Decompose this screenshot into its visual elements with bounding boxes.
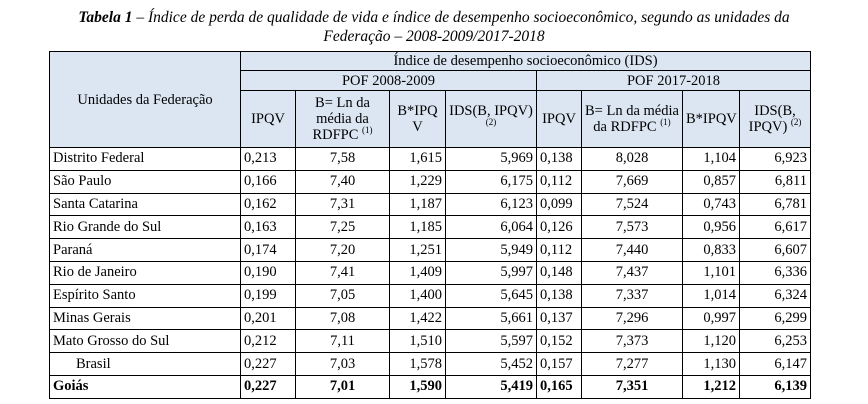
table-row <box>50 307 811 330</box>
col-ids-label: IDS(B, IPQV) <box>748 103 796 135</box>
value-cell: 0,162 <box>241 193 296 216</box>
value-cell: 7,524 <box>582 193 683 216</box>
unit-name-cell: Espírito Santo <box>50 284 241 307</box>
value-cell: 7,440 <box>582 239 683 262</box>
unit-name-cell: Rio de Janeiro <box>50 261 241 284</box>
col-ids-note: (2) <box>485 117 497 128</box>
value-cell: 7,437 <box>582 261 683 284</box>
col-ids-label: IDS(B, IPQV) <box>449 103 533 119</box>
value-cell: 7,05 <box>296 284 390 307</box>
value-cell: 1,104 <box>683 148 740 171</box>
value-cell: 5,645 <box>446 284 537 307</box>
value-cell: 0,857 <box>683 170 740 193</box>
value-cell: 8,028 <box>582 148 683 171</box>
value-cell: 6,064 <box>446 216 537 239</box>
value-cell: 0,138 <box>537 284 582 307</box>
period-2008-header: POF 2008-2009 <box>241 71 537 91</box>
value-cell: 1,615 <box>390 148 446 171</box>
value-cell: 7,337 <box>582 284 683 307</box>
value-cell: 7,296 <box>582 307 683 330</box>
value-cell: 1,400 <box>390 284 446 307</box>
value-cell: 0,201 <box>241 307 296 330</box>
value-cell: 0,163 <box>241 216 296 239</box>
value-cell: 5,597 <box>446 330 537 353</box>
value-cell: 6,617 <box>740 216 811 239</box>
value-cell: 0,212 <box>241 330 296 353</box>
col-bxipqv-2017: B*IPQV <box>683 91 740 148</box>
col-ipqv-2017: IPQV <box>537 91 582 148</box>
unit-name-cell: São Paulo <box>50 170 241 193</box>
value-cell: 6,299 <box>740 307 811 330</box>
value-cell: 0,833 <box>683 239 740 262</box>
col-ipqv-2008: IPQV <box>241 91 296 148</box>
value-cell: 1,101 <box>683 261 740 284</box>
table-row <box>50 170 811 193</box>
caption-lead: Tabela 1 <box>78 9 133 26</box>
table-row <box>50 239 811 262</box>
value-cell: 6,139 <box>740 375 811 398</box>
value-cell: 1,422 <box>390 307 446 330</box>
value-cell: 0,138 <box>537 148 582 171</box>
table-row <box>50 284 811 307</box>
value-cell: 1,251 <box>390 239 446 262</box>
col-ids-2008 <box>446 91 537 148</box>
value-cell: 7,08 <box>296 307 390 330</box>
value-cell: 0,190 <box>241 261 296 284</box>
ids-group-header: Índice de desempenho socioeconômico (IDS) <box>241 52 811 71</box>
value-cell: 1,590 <box>390 375 446 398</box>
table-row <box>50 193 811 216</box>
unit-name-cell: Distrito Federal <box>50 148 241 171</box>
value-cell: 0,997 <box>683 307 740 330</box>
value-cell: 0,112 <box>537 170 582 193</box>
value-cell: 1,578 <box>390 353 446 376</box>
caption-line-1 <box>0 8 868 27</box>
value-cell: 0,166 <box>241 170 296 193</box>
unit-name-cell: Rio Grande do Sul <box>50 216 241 239</box>
value-cell: 6,336 <box>740 261 811 284</box>
col-b-2008 <box>296 91 390 148</box>
value-cell: 6,123 <box>446 193 537 216</box>
col-bxipqv-2008: B*IPQV <box>390 91 446 148</box>
value-cell: 0,137 <box>537 307 582 330</box>
value-cell: 1,120 <box>683 330 740 353</box>
value-cell: 5,969 <box>446 148 537 171</box>
unit-name-cell: Goiás <box>50 375 241 398</box>
table-caption <box>0 8 868 46</box>
value-cell: 1,130 <box>683 353 740 376</box>
value-cell: 1,212 <box>683 375 740 398</box>
value-cell: 0,152 <box>537 330 582 353</box>
table-body <box>50 148 811 399</box>
value-cell: 6,811 <box>740 170 811 193</box>
value-cell: 5,661 <box>446 307 537 330</box>
value-cell: 7,41 <box>296 261 390 284</box>
value-cell: 0,956 <box>683 216 740 239</box>
value-cell: 0,213 <box>241 148 296 171</box>
value-cell: 7,31 <box>296 193 390 216</box>
unit-name-cell: Minas Gerais <box>50 307 241 330</box>
table-row <box>50 353 811 376</box>
value-cell: 0,099 <box>537 193 582 216</box>
period-2017-header: POF 2017-2018 <box>537 71 811 91</box>
value-cell: 5,997 <box>446 261 537 284</box>
caption-text: – Índice de perda de qualidade de vida e índice de desempenho socioeconômico, segundo as unidades da <box>132 9 790 26</box>
value-cell: 7,573 <box>582 216 683 239</box>
value-cell: 1,187 <box>390 193 446 216</box>
value-cell: 1,229 <box>390 170 446 193</box>
value-cell: 0,174 <box>241 239 296 262</box>
value-cell: 6,147 <box>740 353 811 376</box>
ids-table <box>49 51 811 399</box>
value-cell: 0,227 <box>241 375 296 398</box>
value-cell: 0,199 <box>241 284 296 307</box>
value-cell: 0,148 <box>537 261 582 284</box>
value-cell: 6,923 <box>740 148 811 171</box>
value-cell: 1,510 <box>390 330 446 353</box>
table-row <box>50 148 811 171</box>
table-row <box>50 330 811 353</box>
value-cell: 5,949 <box>446 239 537 262</box>
value-cell: 7,351 <box>582 375 683 398</box>
value-cell: 0,126 <box>537 216 582 239</box>
value-cell: 0,743 <box>683 193 740 216</box>
col-b-note: (1) <box>660 117 671 128</box>
unit-column-header: Unidades da Federação <box>50 52 241 148</box>
value-cell: 7,58 <box>296 148 390 171</box>
value-cell: 7,25 <box>296 216 390 239</box>
unit-name-cell: Santa Catarina <box>50 193 241 216</box>
value-cell: 0,227 <box>241 353 296 376</box>
value-cell: 5,452 <box>446 353 537 376</box>
table-row <box>50 261 811 284</box>
value-cell: 7,20 <box>296 239 390 262</box>
caption-line-2: Federação – 2008-2009/2017-2018 <box>323 28 545 45</box>
value-cell: 1,185 <box>390 216 446 239</box>
value-cell: 7,277 <box>582 353 683 376</box>
value-cell: 7,40 <box>296 170 390 193</box>
value-cell: 6,607 <box>740 239 811 262</box>
unit-name-cell: Mato Grosso do Sul <box>50 330 241 353</box>
unit-name-cell: Paraná <box>50 239 241 262</box>
unit-name-cell: Brasil <box>50 353 241 376</box>
col-ids-note: (2) <box>790 117 802 128</box>
value-cell: 7,669 <box>582 170 683 193</box>
value-cell: 7,373 <box>582 330 683 353</box>
table-row <box>50 216 811 239</box>
col-b-note: (1) <box>362 125 373 136</box>
col-b-2017 <box>582 91 683 148</box>
value-cell: 0,165 <box>537 375 582 398</box>
value-cell: 5,419 <box>446 375 537 398</box>
value-cell: 7,03 <box>296 353 390 376</box>
value-cell: 7,01 <box>296 375 390 398</box>
table-row <box>50 375 811 398</box>
col-b-label: B= Ln da média da RDFPC <box>312 95 370 143</box>
value-cell: 6,175 <box>446 170 537 193</box>
value-cell: 1,409 <box>390 261 446 284</box>
col-ids-2017 <box>740 91 811 148</box>
value-cell: 6,253 <box>740 330 811 353</box>
value-cell: 6,324 <box>740 284 811 307</box>
value-cell: 0,157 <box>537 353 582 376</box>
value-cell: 0,112 <box>537 239 582 262</box>
value-cell: 6,781 <box>740 193 811 216</box>
col-b-label: B= Ln da média da RDFPC <box>585 103 679 135</box>
value-cell: 7,11 <box>296 330 390 353</box>
value-cell: 1,014 <box>683 284 740 307</box>
